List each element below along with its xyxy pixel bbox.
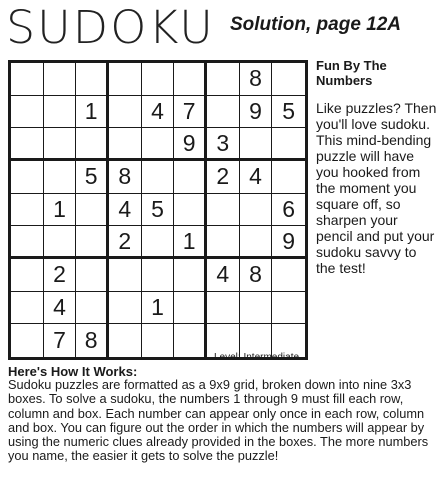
sudoku-cell-r4-c8[interactable]: 4 [240, 161, 273, 194]
sudoku-cell-r2-c5[interactable]: 4 [142, 96, 175, 129]
sudoku-cell-r9-c4[interactable] [109, 324, 142, 357]
sudoku-cell-r7-c4[interactable] [109, 259, 142, 292]
sudoku-cell-r3-c5[interactable] [142, 128, 175, 161]
solution-reference: Solution, page 12A [230, 14, 402, 35]
sudoku-cell-r6-c1[interactable] [11, 226, 44, 259]
sudoku-cell-r5-c6[interactable] [174, 194, 207, 227]
sudoku-cell-r1-c4[interactable] [109, 63, 142, 96]
sudoku-cell-r2-c7[interactable] [207, 96, 240, 129]
sudoku-cell-r7-c2[interactable]: 2 [44, 259, 77, 292]
sudoku-cell-r7-c5[interactable] [142, 259, 175, 292]
sudoku-cell-r5-c3[interactable] [76, 194, 109, 227]
sudoku-cell-r7-c9[interactable] [272, 259, 305, 292]
instructions-body: Sudoku puzzles are formatted as a 9x9 grid, broken down into nine 3x3 boxes. To solve a sudoku, the numbers 1 through 9 must fill each row, column and box. Each number can appear only once in each row, column and box. You can figure out the order in which the numbers will appear by using the numeric clues already provided in the boxes. The more numbers you name, the easier it gets to solve the puzzle! [8, 377, 429, 464]
sudoku-cell-r5-c8[interactable] [240, 194, 273, 227]
sudoku-cell-r6-c3[interactable] [76, 226, 109, 259]
sudoku-cell-r1-c2[interactable] [44, 63, 77, 96]
sudoku-cell-r4-c2[interactable] [44, 161, 77, 194]
sudoku-cell-r1-c3[interactable] [76, 63, 109, 96]
sudoku-cell-r2-c2[interactable] [44, 96, 77, 129]
sudoku-cell-r4-c4[interactable]: 8 [109, 161, 142, 194]
sudoku-cell-r3-c4[interactable] [109, 128, 142, 161]
sudoku-cell-r1-c8[interactable]: 8 [240, 63, 273, 96]
sudoku-cell-r1-c7[interactable] [207, 63, 240, 96]
sudoku-cell-r6-c9[interactable]: 9 [272, 226, 305, 259]
sudoku-cell-r3-c1[interactable] [11, 128, 44, 161]
sudoku-cell-r9-c2[interactable]: 7 [44, 324, 77, 357]
sudoku-cell-r2-c1[interactable] [11, 96, 44, 129]
sudoku-cell-r4-c5[interactable] [142, 161, 175, 194]
sudoku-cell-r8-c7[interactable] [207, 292, 240, 325]
sudoku-cell-r9-c5[interactable] [142, 324, 175, 357]
sudoku-cell-r3-c6[interactable]: 9 [174, 128, 207, 161]
sudoku-cell-r2-c9[interactable]: 5 [272, 96, 305, 129]
sudoku-cell-r1-c5[interactable] [142, 63, 175, 96]
sudoku-cell-r8-c8[interactable] [240, 292, 273, 325]
sudoku-cell-r8-c5[interactable]: 1 [142, 292, 175, 325]
sudoku-cell-r8-c3[interactable] [76, 292, 109, 325]
sudoku-cell-r5-c1[interactable] [11, 194, 44, 227]
sudoku-cell-r6-c8[interactable] [240, 226, 273, 259]
sudoku-cell-r3-c9[interactable] [272, 128, 305, 161]
sudoku-cell-r8-c1[interactable] [11, 292, 44, 325]
sudoku-cell-r6-c7[interactable] [207, 226, 240, 259]
sudoku-cell-r4-c1[interactable] [11, 161, 44, 194]
sudoku-cell-r4-c9[interactable] [272, 161, 305, 194]
sudoku-cell-r6-c6[interactable]: 1 [174, 226, 207, 259]
sudoku-cell-r8-c9[interactable] [272, 292, 305, 325]
difficulty-level: Level: Intermediate [214, 352, 300, 363]
sudoku-cell-r9-c6[interactable] [174, 324, 207, 357]
sudoku-cell-r6-c2[interactable] [44, 226, 77, 259]
sudoku-grid [8, 60, 308, 360]
sudoku-cell-r2-c8[interactable]: 9 [240, 96, 273, 129]
sudoku-cell-r5-c2[interactable]: 1 [44, 194, 77, 227]
sudoku-cell-r2-c3[interactable]: 1 [76, 96, 109, 129]
sudoku-cell-r7-c6[interactable] [174, 259, 207, 292]
sudoku-cell-r9-c1[interactable] [11, 324, 44, 357]
sudoku-cell-r7-c3[interactable] [76, 259, 109, 292]
sudoku-cell-r1-c9[interactable] [272, 63, 305, 96]
instructions-title: Here's How It Works: [8, 364, 138, 379]
sudoku-cell-r4-c6[interactable] [174, 161, 207, 194]
sidebar-body: Like puzzles? Then you'll love sudoku. This mind-bending puzzle will have you hooked from the moment you square off, so sharpen your pencil and put your sudoku savvy to the test! [316, 100, 437, 276]
sudoku-cell-r5-c5[interactable]: 5 [142, 194, 175, 227]
sudoku-cell-r8-c2[interactable]: 4 [44, 292, 77, 325]
sudoku-cell-r3-c8[interactable] [240, 128, 273, 161]
sudoku-cell-r7-c1[interactable] [11, 259, 44, 292]
sudoku-cell-r2-c6[interactable]: 7 [174, 96, 207, 129]
sudoku-cell-r3-c2[interactable] [44, 128, 77, 161]
sudoku-cell-r2-c4[interactable] [109, 96, 142, 129]
sudoku-cell-r1-c1[interactable] [11, 63, 44, 96]
sudoku-cell-r7-c7[interactable]: 4 [207, 259, 240, 292]
sudoku-cell-r4-c3[interactable]: 5 [76, 161, 109, 194]
sudoku-cell-r9-c3[interactable]: 8 [76, 324, 109, 357]
puzzle-title: SUDOKU [6, 1, 215, 54]
sudoku-cell-r5-c4[interactable]: 4 [109, 194, 142, 227]
sidebar-title: Fun By The Numbers [316, 58, 387, 88]
sudoku-cell-r8-c4[interactable] [109, 292, 142, 325]
sudoku-cell-r5-c9[interactable]: 6 [272, 194, 305, 227]
sudoku-cell-r6-c4[interactable]: 2 [109, 226, 142, 259]
sudoku-cell-r8-c6[interactable] [174, 292, 207, 325]
sudoku-cell-r3-c7[interactable]: 3 [207, 128, 240, 161]
sudoku-cell-r3-c3[interactable] [76, 128, 109, 161]
sudoku-cell-r1-c6[interactable] [174, 63, 207, 96]
sudoku-cell-r4-c7[interactable]: 2 [207, 161, 240, 194]
sudoku-cell-r6-c5[interactable] [142, 226, 175, 259]
sudoku-cell-r5-c7[interactable] [207, 194, 240, 227]
sudoku-cell-r7-c8[interactable]: 8 [240, 259, 273, 292]
